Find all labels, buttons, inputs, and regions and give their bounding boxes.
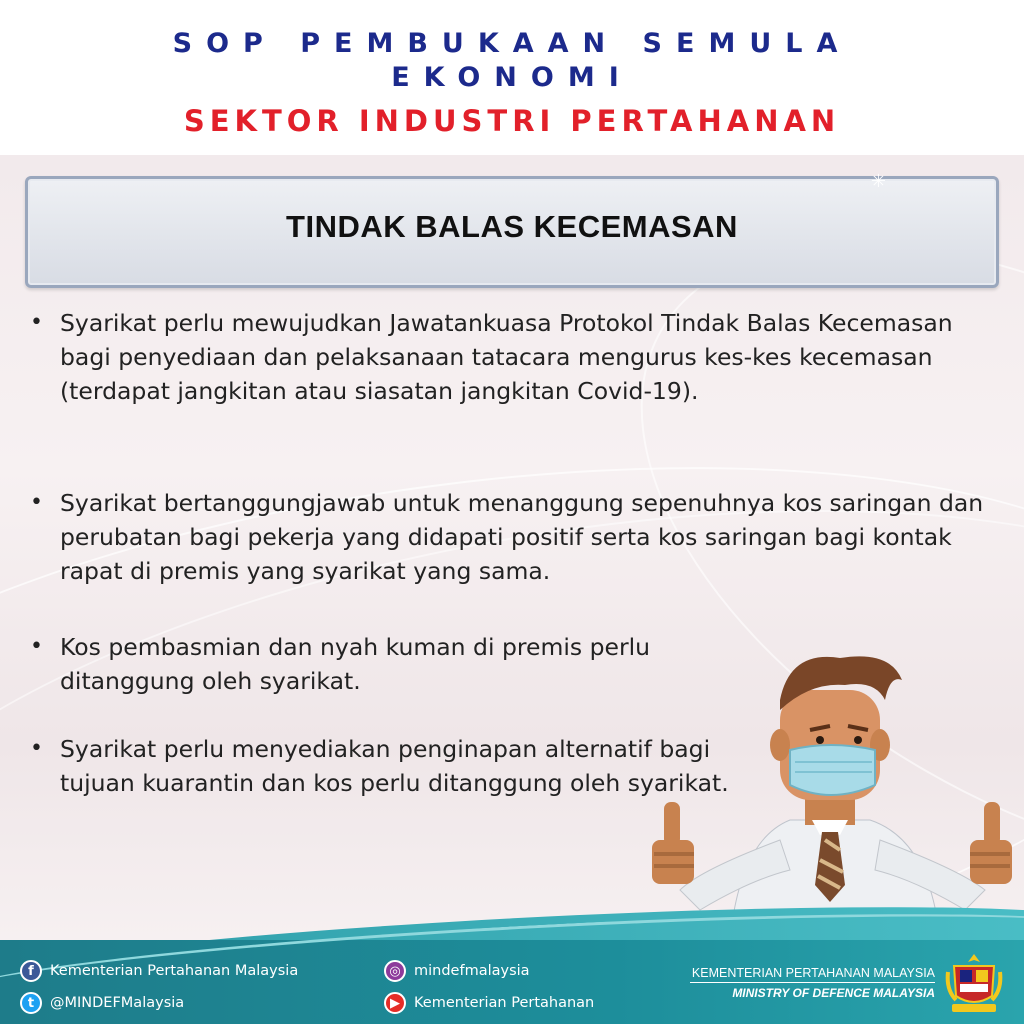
title-line-2: EKONOMI (391, 62, 633, 93)
bullet-icon: • (30, 736, 43, 761)
instagram-link[interactable] (384, 960, 530, 982)
ministry-label (690, 966, 935, 1000)
malaysia-crest-icon (944, 950, 1004, 1016)
instagram-label: mindefmalaysia (414, 963, 530, 979)
twitter-label: @MINDEFMalaysia (50, 995, 185, 1011)
section-banner (25, 171, 999, 288)
list-item (30, 306, 980, 408)
list-item (30, 486, 1005, 588)
header (0, 0, 1024, 155)
masked-man-illustration (640, 640, 1024, 940)
subtitle: SEKTOR INDUSTRI PERTAHANAN (183, 104, 841, 138)
twitter-link[interactable] (20, 992, 184, 1014)
bullet-icon: • (30, 490, 43, 515)
ministry-name-ms: KEMENTERIAN PERTAHANAN MALAYSIA (690, 966, 935, 983)
section-title: TINDAK BALAS KECEMASAN (286, 209, 738, 244)
bullet-text: Syarikat perlu mewujudkan Jawatankuasa Protokol Tindak Balas Kecemasan bagi penyediaan dan pelaksanaan tatacara mengurus kes-kes kecemasan (terdapat jangkitan atau siasatan jangkitan Covid-19). (60, 309, 953, 405)
facebook-icon: f (20, 960, 42, 982)
sparkle-icon: ✳ (870, 171, 886, 192)
youtube-label: Kementerian Pertahanan (414, 995, 595, 1011)
twitter-icon: t (20, 992, 42, 1014)
facebook-label: Kementerian Pertahanan Malaysia (50, 963, 299, 979)
youtube-link[interactable] (384, 992, 594, 1014)
bullet-icon: • (30, 634, 43, 659)
title-line-1: SOP PEMBUKAAN SEMULA (172, 28, 852, 59)
ministry-name-en: MINISTRY OF DEFENCE MALAYSIA (732, 986, 935, 1000)
facebook-link[interactable] (20, 960, 298, 982)
youtube-icon: ▶ (384, 992, 406, 1014)
bullet-text: Syarikat perlu menyediakan penginapan alternatif bagi tujuan kuarantin dan kos perlu ditanggung oleh syarikat. (60, 735, 729, 797)
instagram-icon: ◎ (384, 960, 406, 982)
left-thumbs-up-icon (652, 802, 694, 884)
bullet-text: Kos pembasmian dan nyah kuman di premis perlu ditanggung oleh syarikat. (60, 633, 651, 695)
bullet-icon: • (30, 310, 43, 335)
right-thumbs-up-icon (970, 802, 1012, 884)
bullet-text: Syarikat bertanggungjawab untuk menanggung sepenuhnya kos saringan dan perubatan bagi pekerja yang didapati positif serta kos saringan bagi kontak rapat di premis yang syarikat yang sama. (60, 489, 984, 585)
